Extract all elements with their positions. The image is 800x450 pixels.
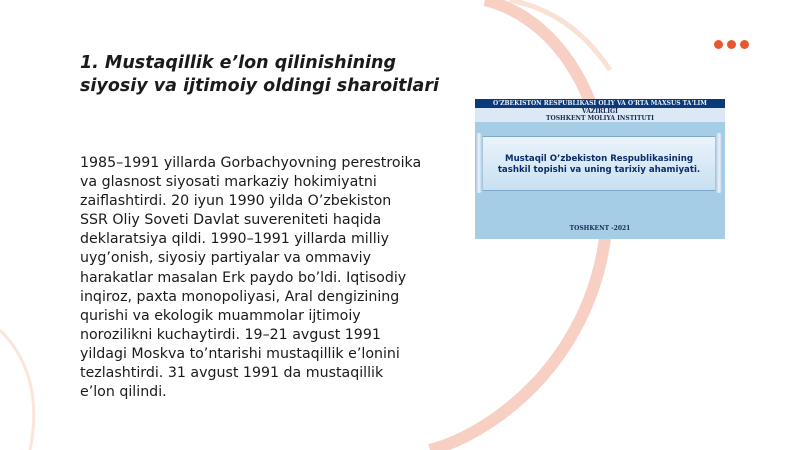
slide-header-line1: O'ZBEKISTON RESPUBLIKASI OLIY VA O'RTA MAXSUS TA'LIM [475, 99, 725, 108]
left-decor-arc [0, 330, 34, 450]
slide-footer: TOSHKENT -2021 [569, 225, 631, 232]
scroll-text: Mustaqil O’zbekiston Respublikasining tashkil topishi va uning tarixiy ahamiyati. [497, 154, 701, 175]
dot [714, 40, 723, 49]
slide-header [475, 99, 725, 122]
small-decor-arc [510, 0, 610, 70]
three-dots-icon[interactable] [714, 40, 749, 49]
body-paragraph: 1985–1991 yillarda Gorbachyovning perestroika va glasnost siyosati markaziy hokimiyatni zaiflashtirdi. 20 iyun 1990 yilda O’zbekiston SSR Oliy Soveti Davlat suvereniteti haqida deklaratsiya qildi. 1990–1991 yillarda milliy uyg’onish, siyosiy partiyalar va ommaviy harakatlar masalan Erk paydo bo’ldi. Iqtisodiy inqiroz, paxta monopoliyasi, Aral dengizining qurishi va ekologik muammolar ijtimoiy norozilikni kuchaytirdi. 19–21 avgust 1991 yildagi Moskva to’ntarishi mustaqillik e’lonini tezlashtirdi. 31 avgust 1991 da mustaqillik e’lon qilindi. [80, 155, 422, 401]
dot [740, 40, 749, 49]
slide-title: 1. Mustaqillik e’lon qilinishining siyosiy va ijtimoiy oldingi sharoitlari [80, 53, 439, 96]
slide-header-line2: VAZIRLIGI [475, 108, 725, 115]
dot [727, 40, 736, 49]
slide-header-line3: TOSHKENT MOLIYA INSTITUTI [475, 115, 725, 122]
embedded-slide-image [475, 99, 725, 239]
scroll-banner [480, 136, 718, 191]
